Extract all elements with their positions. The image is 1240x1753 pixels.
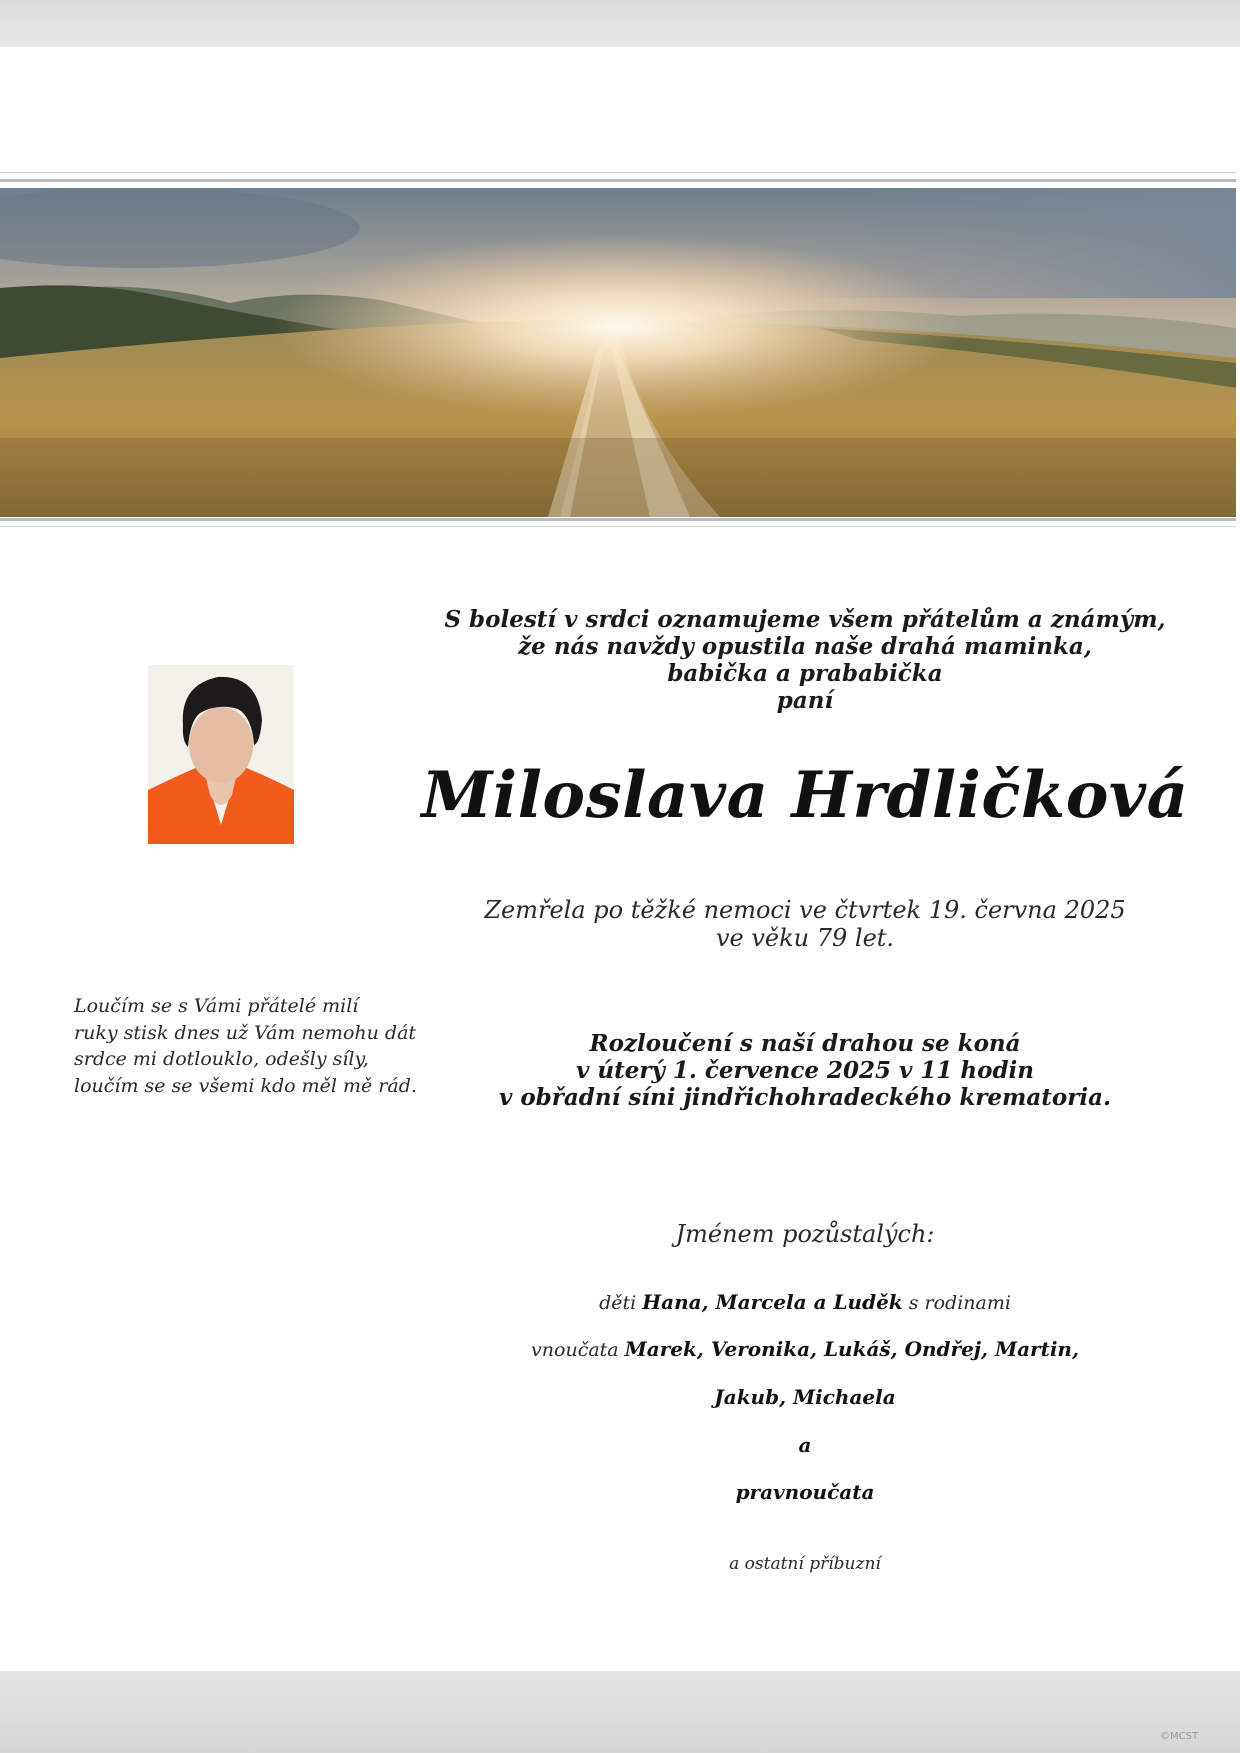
mourners-others: a ostatní příbuzní: [729, 1554, 881, 1574]
divider-line: [0, 179, 1236, 182]
top-band: [0, 0, 1240, 47]
portrait-photo: [148, 665, 294, 844]
poem-line: ruky stisk dnes už Vám nemohu dát: [74, 1021, 417, 1044]
children-suffix: s rodinami: [908, 1292, 1011, 1314]
divider-line: [0, 172, 1236, 173]
grandchildren-prefix: vnoučata: [531, 1339, 619, 1361]
farewell-poem: [74, 993, 417, 1099]
mourners-heading: Jménem pozůstalých:: [675, 1220, 935, 1248]
publisher-watermark: ©MCST: [1160, 1731, 1199, 1742]
grandchildren-names-cont: Jakub, Michaela: [714, 1385, 896, 1409]
poem-line: srdce mi dotlouklo, odešly síly,: [74, 1048, 369, 1070]
mourners-grandchildren: [400, 1336, 1210, 1363]
farewell-details: [400, 1030, 1210, 1111]
announcement-line: paní: [776, 687, 834, 714]
grandchildren-names: Marek, Veronika, Lukáš, Ondřej, Martin,: [624, 1337, 1079, 1361]
poem-line: Loučím se s Vámi přátelé milí: [74, 995, 359, 1017]
conjunction-text: a: [798, 1433, 812, 1457]
mourners-great-grandchildren: [400, 1479, 1210, 1506]
mourners-conjunction: [400, 1432, 1210, 1459]
announcement: [400, 606, 1210, 714]
farewell-line: v obřadní síni jindřichohradeckého krematoria.: [498, 1084, 1112, 1111]
mourners-children: [400, 1289, 1210, 1316]
children-prefix: děti: [599, 1292, 637, 1314]
children-names: Hana, Marcela a Luděk: [642, 1290, 903, 1314]
farewell-line: v úterý 1. července 2025 v 11 hodin: [576, 1057, 1034, 1084]
death-notice-line: Zemřela po těžké nemoci ve čtvrtek 19. června 2025: [484, 896, 1126, 924]
death-notice-line: ve věku 79 let.: [715, 924, 895, 952]
announcement-line: že nás navždy opustila naše drahá maminka,: [518, 633, 1092, 660]
farewell-line: Rozloučení s naší drahou se koná: [589, 1030, 1021, 1057]
landscape-banner: [0, 188, 1236, 517]
poem-line: loučím se se všemi kdo měl mě rád.: [74, 1074, 417, 1097]
divider-line: [0, 518, 1236, 521]
great-grandchildren-text: pravnoučata: [735, 1480, 875, 1504]
announcement-line: S bolestí v srdci oznamujeme všem přátelům a známým,: [444, 606, 1166, 633]
mourners-grandchildren-cont: [400, 1384, 1210, 1411]
announcement-line: babička a prababička: [667, 660, 943, 687]
divider-line: [0, 526, 1236, 527]
bottom-band: [0, 1671, 1240, 1753]
deceased-name: Miloslava Hrdličková: [421, 758, 1189, 833]
death-notice: [400, 896, 1210, 952]
